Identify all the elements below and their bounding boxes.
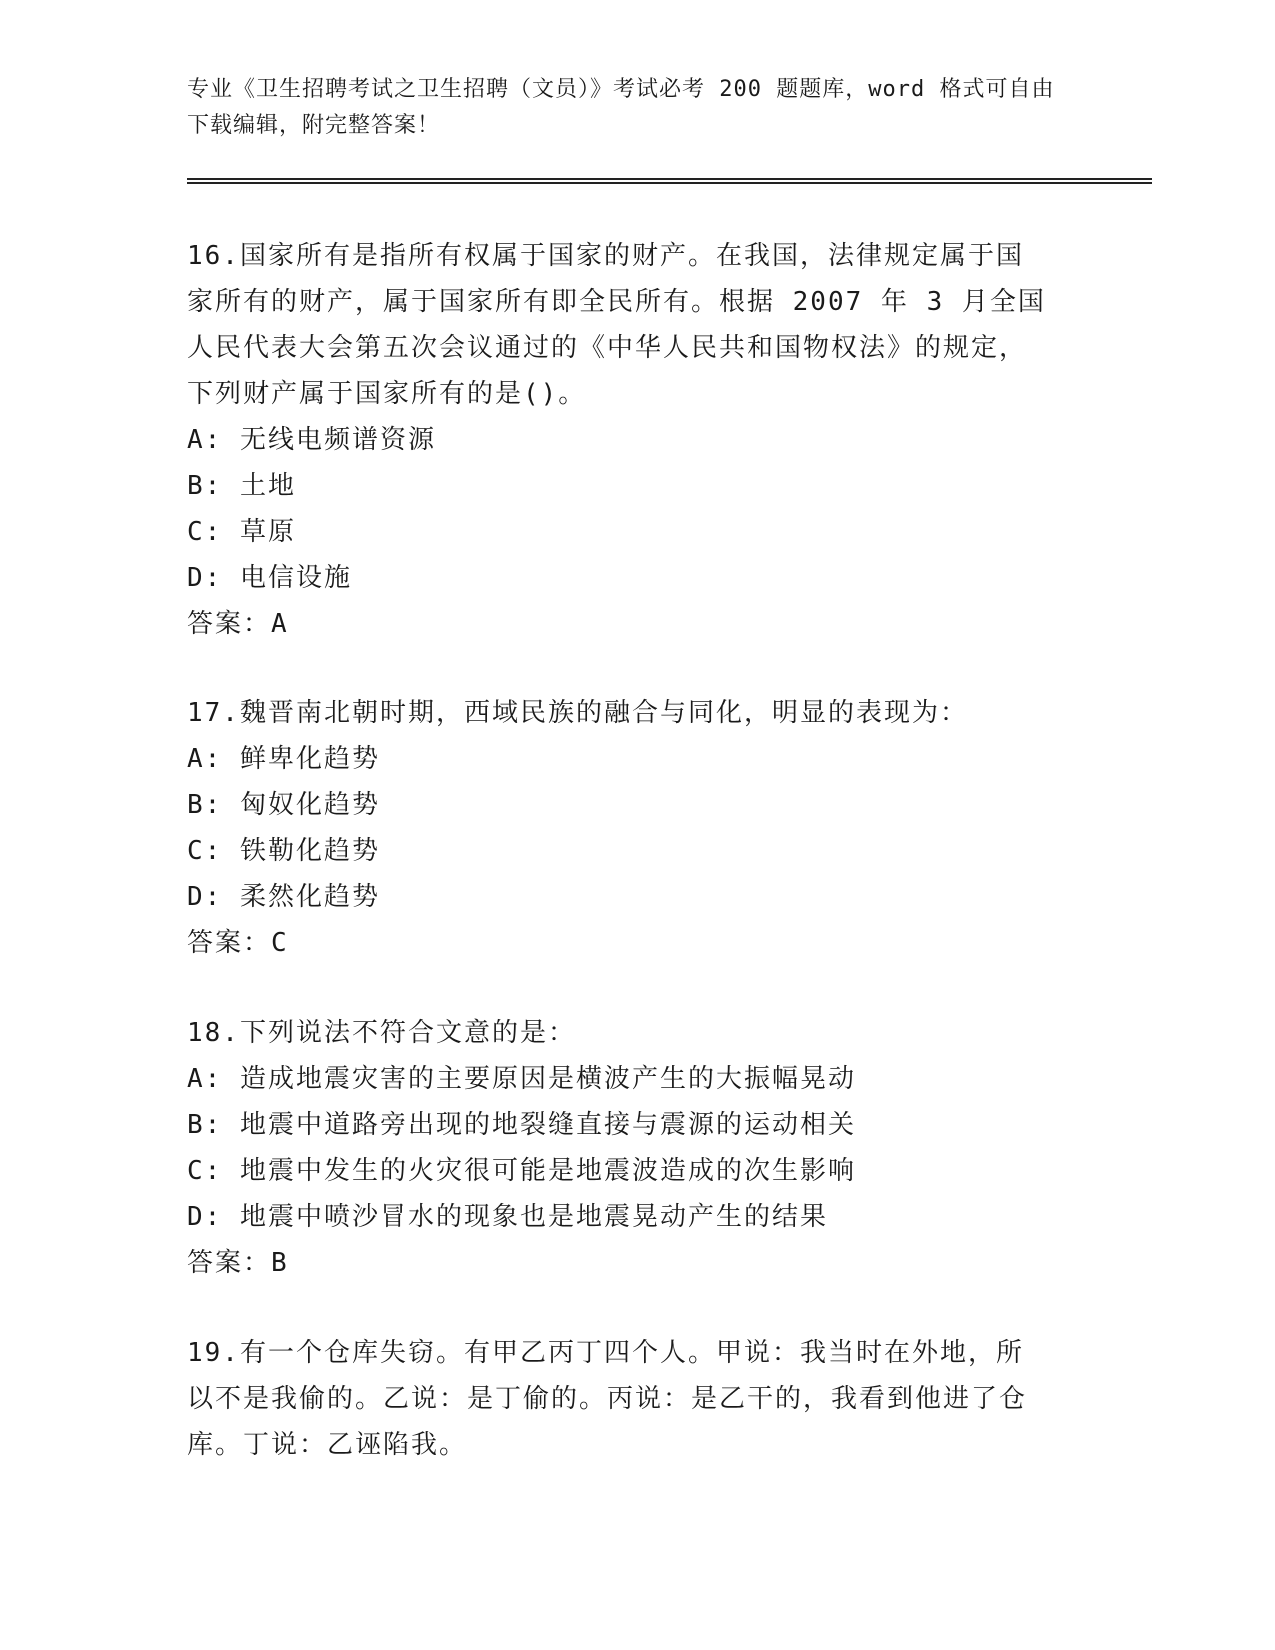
option-d: D: 地震中喷沙冒水的现象也是地震晃动产生的结果 [187, 1202, 828, 1232]
document-header: 专业《卫生招聘考试之卫生招聘（文员）》考试必考 200 题题库，word 格式可自由下载编辑，附完整答案！ [187, 77, 1055, 138]
question-18 [187, 1010, 1087, 1286]
question-stem: 16.国家所有是指所有权属于国家的财产。在我国，法律规定属于国家所有的财产，属于国家所有即全民所有。根据 2007 年 3 月全国人民代表大会第五次会议通过的《中华人民共和国物权法》的规定，下列财产属于国家所有的是()。 [187, 241, 1046, 409]
header-divider-top [187, 178, 1152, 180]
option-c: C: 铁勒化趋势 [187, 836, 380, 866]
option-d: D: 电信设施 [187, 563, 352, 593]
option-c: C: 地震中发生的火灾很可能是地震波造成的次生影响 [187, 1156, 856, 1186]
question-stem: 18.下列说法不符合文意的是： [187, 1018, 576, 1048]
question-17 [187, 690, 1087, 966]
option-b: B: 地震中道路旁出现的地裂缝直接与震源的运动相关 [187, 1110, 856, 1140]
question-19 [187, 1330, 1087, 1468]
question-stem: 19.有一个仓库失窃。有甲乙丙丁四个人。甲说：我当时在外地，所以不是我偷的。乙说：是丁偷的。丙说：是乙干的，我看到他进了仓库。丁说：乙诬陷我。 [187, 1338, 1028, 1460]
answer: 答案：B [187, 1248, 289, 1278]
option-b: B: 匈奴化趋势 [187, 790, 380, 820]
answer: 答案：C [187, 928, 289, 958]
option-a: A: 鲜卑化趋势 [187, 744, 380, 774]
answer: 答案：A [187, 609, 289, 639]
header-divider-bottom [187, 182, 1152, 184]
option-b: B: 土地 [187, 471, 296, 501]
question-16 [187, 233, 1087, 647]
option-c: C: 草原 [187, 517, 296, 547]
question-stem: 17.魏晋南北朝时期，西域民族的融合与同化，明显的表现为： [187, 698, 968, 728]
option-a: A: 无线电频谱资源 [187, 425, 436, 455]
option-d: D: 柔然化趋势 [187, 882, 380, 912]
option-a: A: 造成地震灾害的主要原因是横波产生的大振幅晃动 [187, 1064, 856, 1094]
